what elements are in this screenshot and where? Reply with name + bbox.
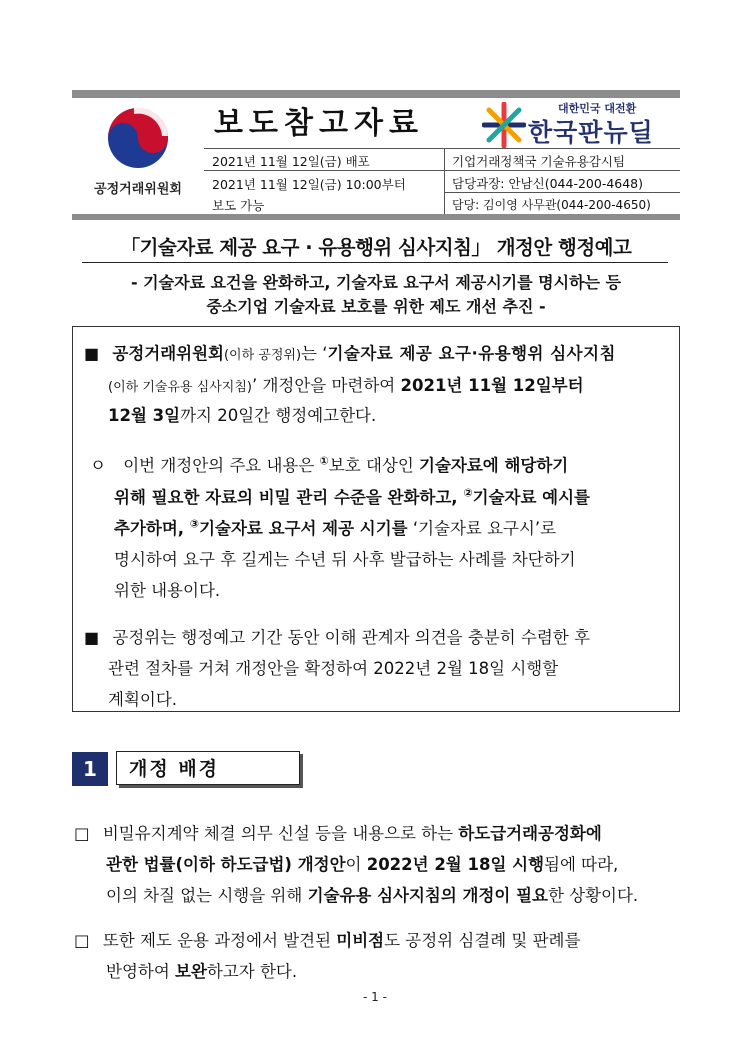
meta-divider (444, 192, 680, 193)
subtitle-line-1: - 기술자료 요건을 완화하고, 기술자료 요구서 제공시기를 명시하는 등 (130, 273, 622, 292)
summary-para-1-line-3: 12월 3일까지 20일간 행정예고한다. (108, 406, 377, 425)
summary-para-3-line-3: 계획이다. (108, 690, 178, 709)
header-bottom-bar (72, 214, 680, 220)
square-bullet: ■ (84, 344, 100, 363)
square-bullet: ■ (84, 628, 100, 647)
summary-para-2-line-3: 추가하며, ③기술자료 요구서 제공 시기를 ‘기술자료 요구시’로 (114, 517, 557, 538)
background-item-2-line-1: □ 또한 제도 운용 과정에서 발견된 미비점도 공정위 심결례 및 판례를 (74, 931, 581, 950)
section-title: 개정 배경 (116, 751, 300, 785)
meta-divider (204, 170, 680, 171)
checkbox-bullet-icon: □ (74, 931, 90, 950)
summary-para-2-line-5: 위한 내용이다. (114, 581, 221, 600)
background-item-1-line-3: 이의 차질 없는 시행을 위해 기술유용 심사지침의 개정이 필요한 상황이다. (106, 886, 639, 905)
department-name: 기업거래정책국 기술유용감시팀 (452, 154, 626, 169)
meta-divider (444, 148, 445, 214)
summary-para-3-line-1: ■ 공정위는 행정예고 기간 동안 이해 관계자 의견을 충분히 수렴한 후 (84, 628, 590, 647)
title-underline (82, 262, 668, 263)
summary-para-2-line-1: ㅇ 이번 개정안의 주요 내용은 ①보호 대상인 기술자료에 해당하기 (90, 454, 569, 475)
summary-para-1-line-1: ■ 공정거래위원회(이하 공정위)는 ‘기술자료 제공 요구·유용행위 심사지침 (84, 344, 616, 363)
taegeuk-emblem-icon (72, 100, 204, 180)
embargo-time: 2021년 11월 12일(금) 10:00부터 (212, 177, 406, 192)
meta-divider (204, 148, 680, 149)
summary-para-2-line-2: 위해 필요한 자료의 비밀 관리 수준을 완화하고, ②기술자료 예시를 (114, 486, 590, 507)
checkbox-bullet-icon: □ (74, 824, 90, 843)
director-contact: 담당과장: 안남신(044-200-4648) (452, 176, 644, 191)
officer-contact: 담당: 김이영 사무관(044-200-4650) (452, 198, 651, 212)
document-type-title: 보도참고자료 (214, 106, 424, 141)
ministry-name: 공정거래위원회 (94, 182, 182, 197)
header-top-bar (72, 90, 680, 98)
summary-para-1-line-2: (이하 기술유용 심사지침)’ 개정안을 마련하여 2021년 11월 12일부터 (108, 376, 584, 395)
section-number: 1 (72, 752, 108, 786)
page-number: - 1 - (363, 990, 387, 1004)
new-deal-star-icon (482, 102, 526, 148)
press-release-title: 「기술자료 제공 요구 · 유용행위 심사지침」 개정안 행정예고 (120, 236, 632, 259)
distribution-date: 2021년 11월 12일(금) 배포 (212, 154, 370, 169)
subtitle-line-2: 중소기업 기술자료 보호를 위한 제도 개선 추진 - (206, 297, 546, 316)
brand-name: 한국판뉴딜 (528, 118, 654, 147)
background-item-2-line-2: 반영하여 보완하고자 한다. (106, 962, 298, 981)
summary-para-3-line-2: 관련 절차를 거쳐 개정안을 확정하여 2022년 2월 18일 시행할 (108, 659, 559, 678)
brand-slogan: 대한민국 대전환 (558, 102, 637, 115)
embargo-note: 보도 가능 (212, 198, 265, 213)
summary-para-2-line-4: 명시하여 요구 후 길게는 수년 뒤 사후 발급하는 사례를 차단하기 (114, 550, 576, 569)
background-item-1-line-1: □ 비밀유지계약 체결 의무 신설 등을 내용으로 하는 하도급거래공정화에 (74, 824, 602, 843)
background-item-1-line-2: 관한 법률(이하 하도급법) 개정안이 2022년 2월 18일 시행됨에 따라, (106, 855, 619, 874)
circle-bullet: ㅇ (90, 456, 106, 475)
